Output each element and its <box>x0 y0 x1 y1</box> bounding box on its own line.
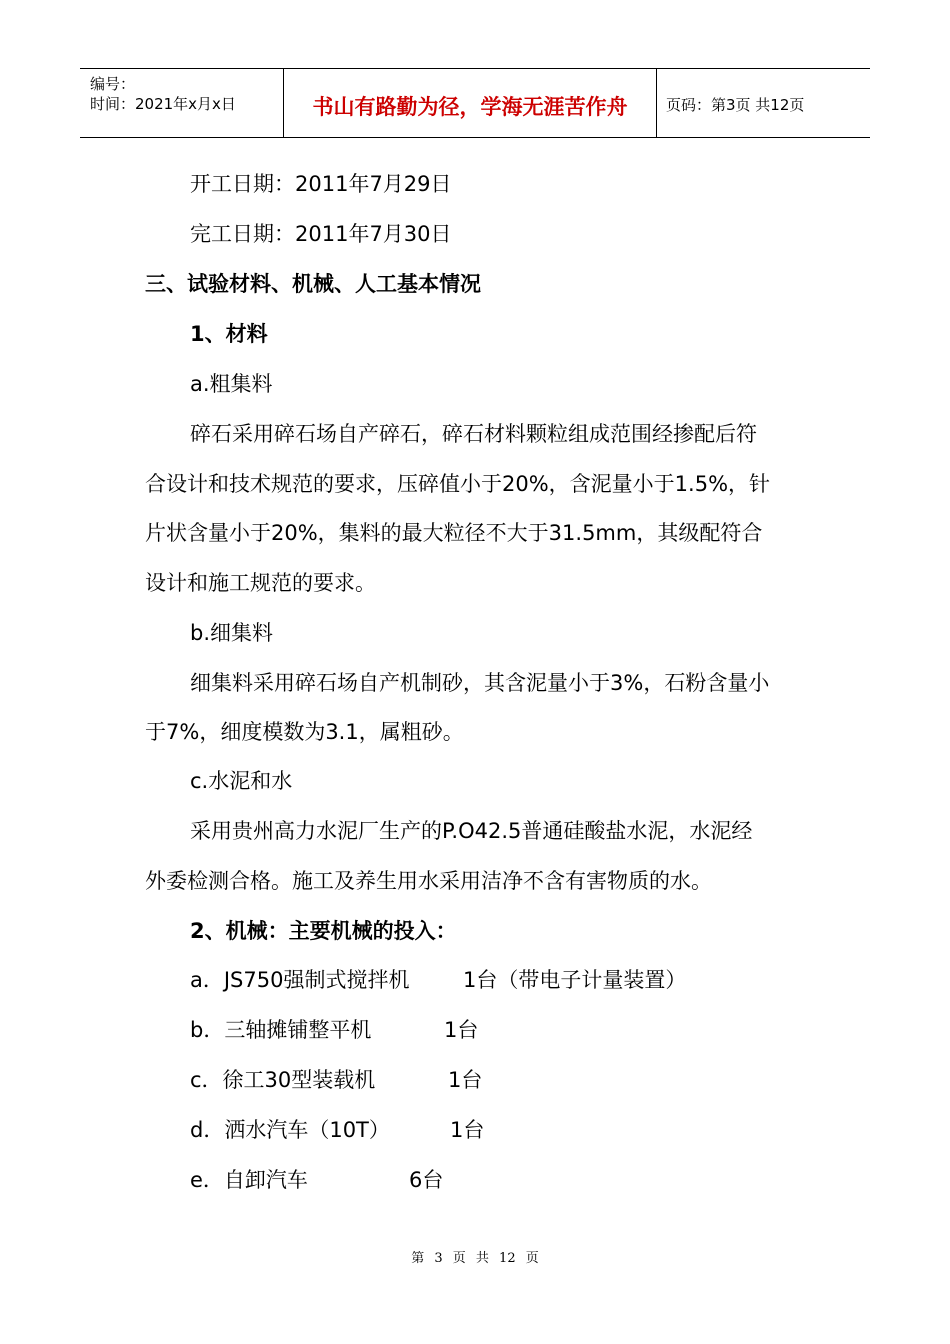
end-date: 完工日期：2011年7月30日 <box>190 222 452 246</box>
equipment-quantity: 1台 <box>448 1068 483 1092</box>
equipment-name: e．自卸汽车 <box>190 1168 308 1192</box>
fine-paragraph-line: 细集料采用碎石场自产机制砂，其含泥量小于3%，石粉含量小 <box>190 671 770 695</box>
page-header <box>80 68 870 138</box>
coarse-paragraph-line: 片状含量小于20%，集料的最大粒径不大于31.5mm，其级配符合 <box>145 521 763 545</box>
equipment-item <box>190 967 687 993</box>
header-middle-cell <box>283 69 657 137</box>
coarse-aggregate-heading: a.粗集料 <box>190 372 273 396</box>
cement-paragraph-line: 外委检测合格。施工及养生用水采用洁净不含有害物质的水。 <box>145 869 712 893</box>
equipment-name: d．洒水汽车（10T） <box>190 1118 390 1142</box>
equipment-name: c．徐工30型装载机 <box>190 1068 376 1092</box>
coarse-paragraph-line: 合设计和技术规范的要求，压碎值小于20%，含泥量小于1.5%，针 <box>145 472 771 496</box>
machinery-heading: 2、机械：主要机械的投入： <box>190 919 457 943</box>
start-date: 开工日期：2011年7月29日 <box>190 172 452 196</box>
coarse-paragraph-line: 碎石采用碎石场自产碎石，碎石材料颗粒组成范围经掺配后符 <box>190 422 757 446</box>
header-motto: 书山有路勤为径，学海无涯苦作舟 <box>312 94 628 119</box>
header-page-info: 页码：第3页 共12页 <box>666 96 805 114</box>
page-footer: 第 3 页 共 12 页 <box>411 1251 539 1266</box>
equipment-quantity: 1台（带电子计量装置） <box>463 968 687 992</box>
equipment-item <box>190 1067 483 1093</box>
fine-paragraph-line: 于7%，细度模数为3.1，属粗砂。 <box>145 720 464 744</box>
equipment-item <box>190 1117 485 1143</box>
equipment-item <box>190 1017 479 1043</box>
coarse-paragraph-line: 设计和施工规范的要求。 <box>145 571 376 595</box>
equipment-item <box>190 1167 444 1193</box>
document-date-label: 时间：2021年x月x日 <box>90 95 236 113</box>
equipment-quantity: 1台 <box>450 1118 485 1142</box>
equipment-name: a．JS750强制式搅拌机 <box>190 968 410 992</box>
equipment-quantity: 6台 <box>409 1168 444 1192</box>
header-right-cell <box>656 69 870 137</box>
materials-heading: 1、材料 <box>190 322 268 346</box>
document-number-label: 编号： <box>90 75 136 93</box>
section-3-heading: 三、试验材料、机械、人工基本情况 <box>145 272 481 296</box>
equipment-name: b．三轴摊铺整平机 <box>190 1018 372 1042</box>
cement-water-heading: c.水泥和水 <box>190 769 293 793</box>
equipment-quantity: 1台 <box>444 1018 479 1042</box>
header-left-cell <box>80 69 283 137</box>
fine-aggregate-heading: b.细集料 <box>190 621 274 645</box>
cement-paragraph-line: 采用贵州高力水泥厂生产的P.O42.5普通硅酸盐水泥，水泥经 <box>190 819 753 843</box>
